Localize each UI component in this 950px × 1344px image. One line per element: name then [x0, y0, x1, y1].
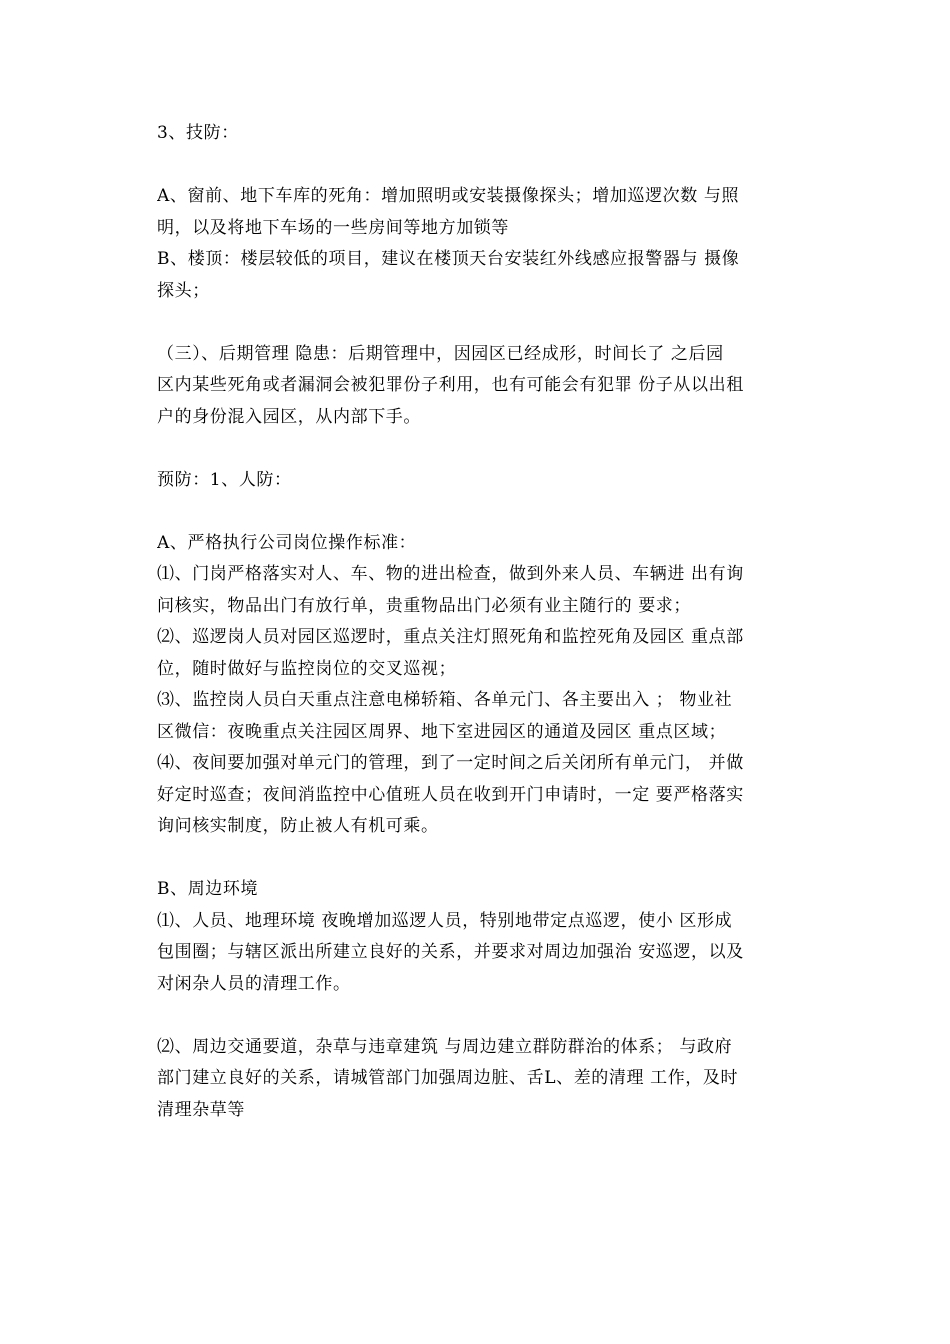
text-line: B、周边环境 — [157, 879, 259, 899]
text-line: 探头； — [157, 280, 210, 301]
text-line: 对闲杂人员的清理工作。 — [157, 973, 351, 994]
blank-line — [157, 843, 802, 875]
text-line: ⑵、周边交通要道，杂草与违章建筑 与周边建立群防群治的体系； 与政府 — [157, 1036, 733, 1057]
blank-line — [157, 150, 802, 182]
text-line: 区内某些死角或者漏洞会被犯罪份子利用，也有可能会有犯罪 份子从以出租 — [157, 375, 744, 395]
blank-line — [157, 433, 802, 465]
text-line: 预防：1、人防： — [157, 469, 292, 490]
blank-line — [157, 496, 802, 528]
text-line: 部门建立良好的关系，请城管部门加强周边脏、舌L、差的清理 工作，及时 — [157, 1068, 739, 1088]
text-line: 区微信：夜晚重点关注园区周界、地下室进园区的通道及园区 重点区域； — [157, 721, 727, 742]
document-page — [157, 118, 802, 1126]
text-line: ⑶、监控岗人员白天重点注意电梯轿箱、各单元门、各主要出入 ； 物业社 — [157, 690, 733, 710]
text-line: （三）、后期管理 隐患：后期管理中，因园区已经成形，时间长了 之后园 — [157, 343, 724, 364]
text-line: ⑴、门岗严格落实对人、车、物的进出检查，做到外来人员、车辆进 出有询 — [157, 564, 744, 584]
text-line: A、严格执行公司岗位操作标准： — [157, 532, 417, 553]
blank-line — [157, 307, 802, 339]
text-line: 问核实，物品出门有放行单，贵重物品出门必须有业主随行的 要求； — [157, 595, 692, 616]
text-line: ⑴、人员、地理环境 夜晚增加巡逻人员，特别地带定点巡逻，使小 区形成 — [157, 910, 733, 931]
text-line: 明，以及将地下车场的一些房间等地方加锁等 — [157, 217, 509, 238]
text-line: 清理杂草等 — [157, 1099, 245, 1120]
text-line: ⑷、夜间要加强对单元门的管理，到了一定时间之后关闭所有单元门， 并做 — [157, 753, 744, 773]
text-line: 包围圈；与辖区派出所建立良好的关系，并要求对周边加强治 安巡逻，以及 — [157, 942, 744, 962]
text-line: 户的身份混入园区，从内部下手。 — [157, 406, 421, 427]
text-line: ⑵、巡逻岗人员对园区巡逻时，重点关注灯照死角和监控死角及园区 重点部 — [157, 627, 744, 647]
blank-line — [157, 1000, 802, 1032]
text-line: 好定时巡查；夜间消监控中心值班人员在收到开门申请时，一定 要严格落实 — [157, 784, 744, 805]
text-line: B、楼顶：楼层较低的项目，建议在楼顶天台安装红外线感应报警器与 摄像 — [157, 249, 740, 269]
text-line: 询问核实制度，防止被人有机可乘。 — [157, 816, 439, 836]
text-line: A、窗前、地下车库的死角：增加照明或安装摄像探头；增加巡逻次数 与照 — [157, 186, 740, 206]
text-line: 位，随时做好与监控岗位的交叉巡视； — [157, 658, 457, 679]
text-line: 3、技防： — [157, 123, 239, 143]
